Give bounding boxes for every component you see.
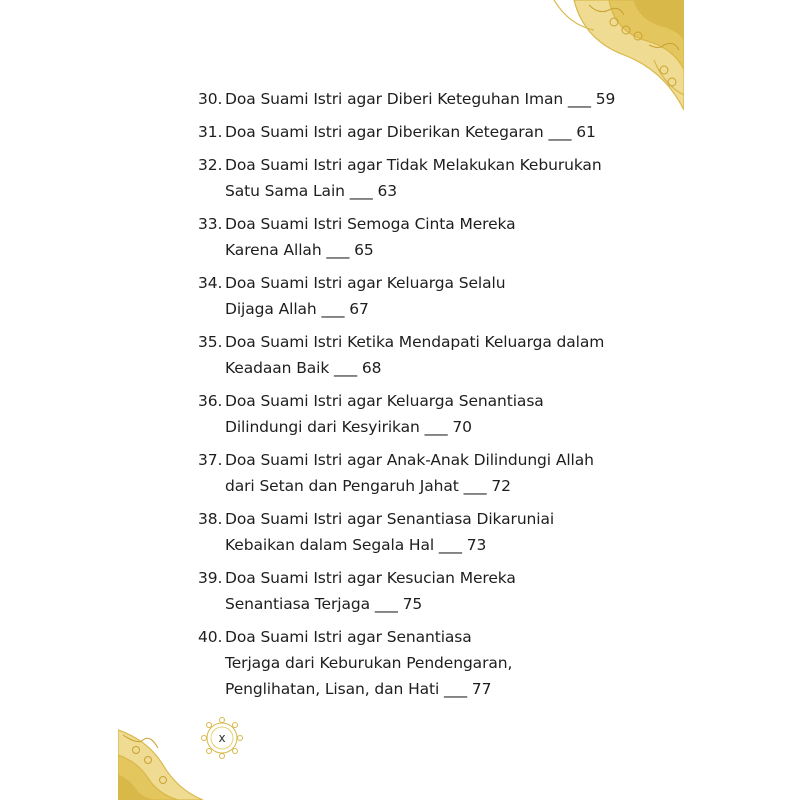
toc-entry-line: Penglihatan, Lisan, dan Hati ___ 77 [225,680,492,698]
page-number: x [218,731,226,745]
toc-entry-number: 36. [198,392,223,410]
toc-entry [198,447,618,499]
toc-entry [198,270,618,322]
toc-entry-number: 35. [198,333,223,351]
toc-entry-line: Terjaga dari Keburukan Pendengaran, [225,654,513,672]
toc-entry-number: 40. [198,628,223,646]
toc-entry [198,624,618,702]
toc-entry-line: dari Setan dan Pengaruh Jahat ___ 72 [225,477,511,495]
toc-entry [198,329,618,381]
toc-entry-line: Dilindungi dari Kesyirikan ___ 70 [225,418,472,436]
toc-entry-title [225,86,618,112]
toc-entry-title [225,506,618,558]
toc-entry-line: Senantiasa Terjaga ___ 75 [225,595,423,613]
toc-entry-line: Keadaan Baik ___ 68 [225,359,382,377]
toc-entry [198,211,618,263]
toc-entry-title [225,388,618,440]
toc-entry-number: 32. [198,156,223,174]
toc-entry-line: Doa Suami Istri agar Diberi Keteguhan Iman ___ 59 [225,90,616,108]
toc-entry [198,119,618,145]
toc-entry-title [225,211,618,263]
toc-entry [198,565,618,617]
toc-entry-title [225,447,618,499]
toc-entry-line: Doa Suami Istri Semoga Cinta Mereka [225,215,516,233]
toc-entry-line: Doa Suami Istri agar Kesucian Mereka [225,569,516,587]
toc-entry-title [225,152,618,204]
toc-entry-line: Doa Suami Istri agar Keluarga Senantiasa [225,392,544,410]
toc-entry-number: 30. [198,90,223,108]
toc-entry [198,388,618,440]
toc-entry-title [225,119,618,145]
toc-entry-line: Dijaga Allah ___ 67 [225,300,369,318]
toc-entry-number: 39. [198,569,223,587]
toc-entry-line: Doa Suami Istri agar Tidak Melakukan Keburukan [225,156,602,174]
toc-entry-line: Doa Suami Istri agar Senantiasa [225,628,472,646]
toc-entry-line: Doa Suami Istri agar Senantiasa Dikaruniai [225,510,555,528]
toc-entry-title [225,270,618,322]
toc-entry-number: 37. [198,451,223,469]
toc-entry-line: Doa Suami Istri Ketika Mendapati Keluarga dalam [225,333,605,351]
toc-entry-number: 33. [198,215,223,233]
toc-entry-number: 31. [198,123,223,141]
toc-entry-line: Kebaikan dalam Segala Hal ___ 73 [225,536,487,554]
toc-entry-line: Doa Suami Istri agar Anak-Anak Dilindungi Allah [225,451,594,469]
toc-entry-title [225,329,618,381]
table-of-contents [198,86,618,709]
book-page [118,0,684,800]
toc-entry [198,152,618,204]
toc-entry-title [225,624,618,702]
toc-entry [198,506,618,558]
toc-entry-number: 38. [198,510,223,528]
toc-entry-line: Karena Allah ___ 65 [225,241,374,259]
toc-entry-line: Doa Suami Istri agar Diberikan Ketegaran ___ 61 [225,123,596,141]
toc-entry-line: Doa Suami Istri agar Keluarga Selalu [225,274,506,292]
floral-ornament-bottom-icon [118,720,228,800]
toc-entry-number: 34. [198,274,223,292]
toc-entry-line: Satu Sama Lain ___ 63 [225,182,398,200]
toc-entry [198,86,618,112]
toc-entry-title [225,565,618,617]
